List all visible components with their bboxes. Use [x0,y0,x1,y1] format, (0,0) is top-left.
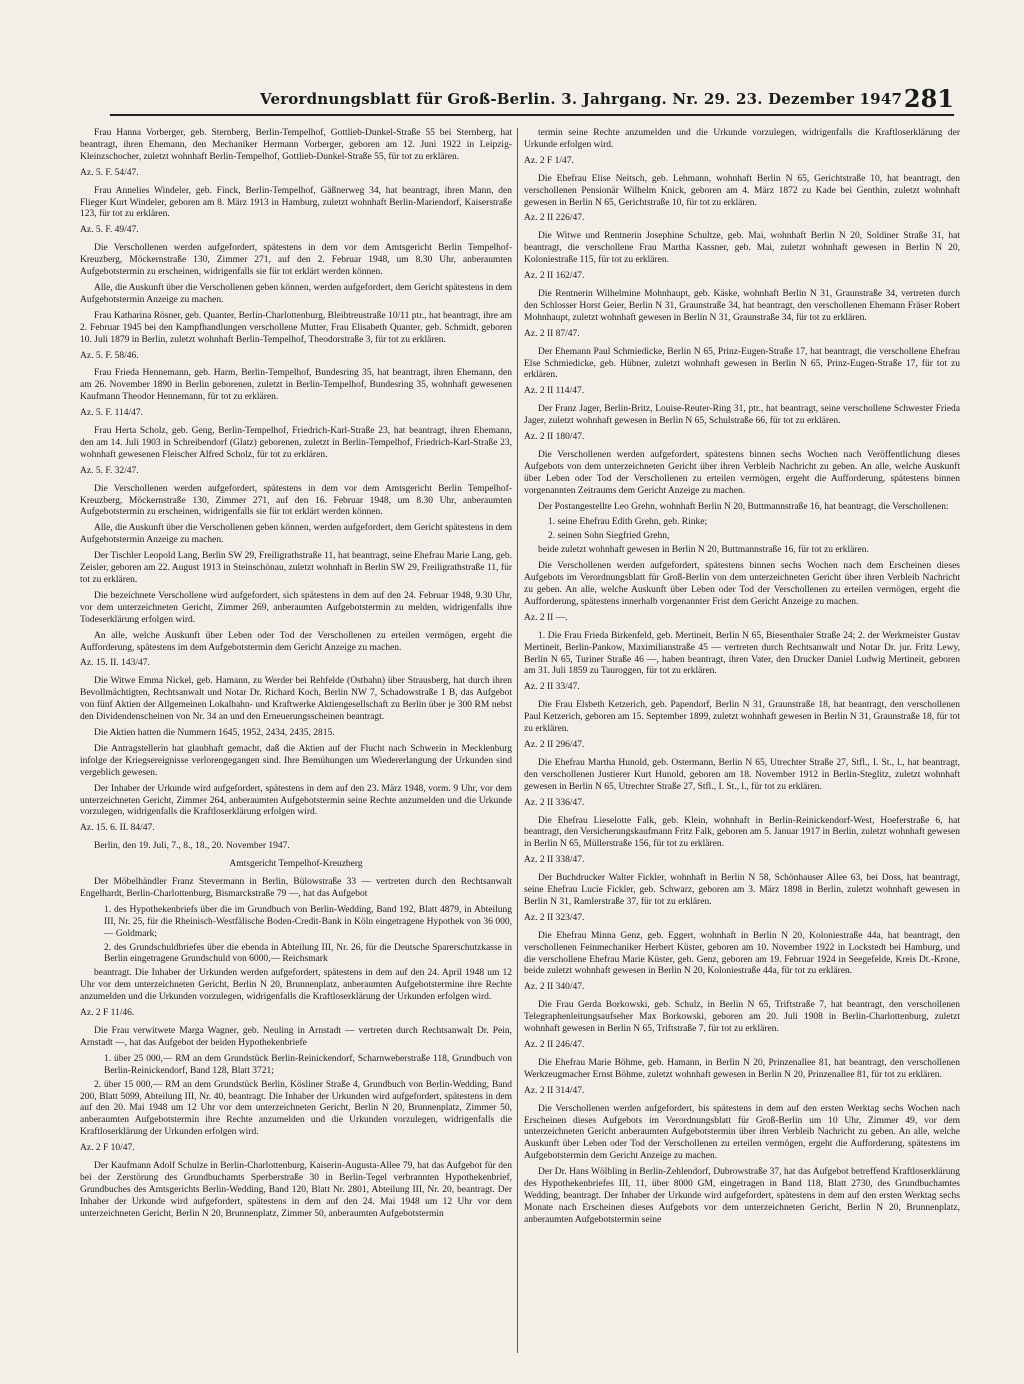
case-reference: Az. 2 II 340/47. [524,982,585,993]
notice-paragraph: Die Frau verwitwete Marga Wagner, geb. Neuling in Arnstadt — vertreten durch Rechtsanwalt Dr. Pein, Arnstadt —, hat das Aufgebot der beiden Hypothekenbriefe [80,1026,512,1048]
notice-paragraph: Der Tischler Leopold Lang, Berlin SW 29, Freiligrathstraße 11, hat beantragt, seine Ehefrau Marie Lang, geb. Zeisler, geboren am 22. August 1913 in Steinschönau, zuletzt wohnhaft in Berlin SW 29, Freiligrathstraße 11, für tot zu erklären. [80,551,512,585]
case-reference: Az. 2 II 114/47. [524,386,585,397]
case-reference: Az. 5. F. 32/47. [80,465,139,476]
notice-paragraph: Amtsgericht Tempelhof-Kreuzberg [229,859,363,870]
case-reference: Az. 2 F 11/46. [80,1008,135,1019]
notice-paragraph: Der Kaufmann Adolf Schulze in Berlin-Charlottenburg, Kaiserin-Augusta-Allee 79, hat das Aufgebot für den bei der Zerstörung des Grundbuchamts Sperberstraße 30 in Berlin-Tegel verbrannten Hypothekenbrief, Grundbuches des Amtsgerichts Berlin-Wedding, Band 120, Blatt Nr. 2801, Abteilung III, Nr. 20, beantragt. Der Inhaber der Urkunde wird aufgefordert, spätestens in dem auf den 24. Mai 1948 um 12 Uhr vor dem unterzeichneten Gericht, Berlin N 20, Brunnenplatz, Zimmer 50, anberaumten Aufgebotstermin [80,1161,512,1219]
notice-paragraph: Die Ehefrau Martha Hunold, geb. Ostermann, Berlin N 65, Utrechter Straße 27, Stfl., I. St., l., hat beantragt, den verschollenen Justierer Kurt Hunold, geboren am 18. November 1912 in Berlin-Steglitz, zuletzt wohnhaft gewesen in Berlin N 65, Utrechter Straße 27, Stfl., I. St., l., für tot zu erklären. [524,757,960,792]
case-reference: Az. 15. 6. II. 84/47. [80,823,155,834]
case-reference: Az. 2 II 314/47. [524,1085,585,1096]
notice-paragraph: Der Dr. Hans Wölbling in Berlin-Zehlendorf, Dubrowstraße 37, hat das Aufgebot betreffend Kraftloserklärung des Hypothekenbriefes III, 11, über 8000 GM, eingetragen in Band 118, Blatt 2730, des Grundbuchamtes Wedding, beantragt. Der Inhaber der Urkunde wird aufgefordert, spätestens in dem auf den ersten Werktag sechs Monate nach Erscheinen dieses Aufgebots vor dem unterzeichneten Gericht, Berlin N 20, Brunnenplatz, anberaumten Aufgebotstermin seine [524,1167,960,1225]
case-reference: Az. 2 II 180/47. [524,432,585,443]
notice-paragraph: Die Witwe Emma Nickel, geb. Hamann, zu Werder bei Rehfelde (Ostbahn) über Strausberg, hat durch ihren Bevollmächtigten, Rechtsanwalt und Notar Dr. Richard Koch, Berlin NW 7, Schadowstraße 1 B, das Aufgebot von fünf Aktien der Allgemeinen Lokalbahn- und Kraftwerke Aktiengesellschaft zu Berlin über je 300 RM nebst den Dividendenscheinen von Nr. 34 an und den Erneuerungsscheinen beantragt. [80,676,512,723]
page-header [110,84,954,116]
notice-paragraph: beantragt. Die Inhaber der Urkunden werden aufgefordert, spätestens in dem auf den 24. April 1948 um 12 Uhr vor dem unterzeichneten Gericht, Berlin N 20, Brunnenplatz, anberaumten Aufgebotstermine ihre Rechte anzumelden und die Urkunden vorzulegen, widrigenfalls die Kraftloserklärung der Urkunden erfolgen wird. [80,968,512,1003]
notice-paragraph: 1. über 25 000,— RM an dem Grundstück Berlin-Reinickendorf, Scharnweberstraße 118, Grundbuch von Berlin-Reinickendorf, Band 128, Blatt 3721; [104,1053,512,1076]
notice-paragraph: Die Verschollenen werden aufgefordert, spätestens in dem vor dem Amtsgericht Berlin Tempelhof-Kreuzberg, Möckernstraße 130, Zimmer 271, auf den 16. Februar 1948, um 8.30 Uhr, anberaumten Aufgebotstermin zu erscheinen, widrigenfalls sie für tot erklärt werden können. [80,483,512,518]
case-reference: Az. 15. II. 143/47. [80,658,150,669]
notice-paragraph: Berlin, den 19. Juli, 7., 8., 18., 20. November 1947. [94,841,290,852]
notice-paragraph: Alle, die Auskunft über die Verschollenen geben können, werden aufgefordert, dem Gericht spätestens in dem Aufgebotstermin Anzeige zu machen. [80,523,512,546]
notice-paragraph: Die Ehefrau Elise Neitsch, geb. Lehmann, wohnhaft Berlin N 65, Gerichtstraße 10, hat beantragt, den verschollenen Pensionär Wilhelm Knick, geboren am 4. März 1872 zu Kade bei Genthin, zuletzt wohnhaft gewesen in Berlin N 65, Gerichtstraße 10, für tot zu erklären. [524,173,960,208]
column-divider [517,128,518,1353]
notice-paragraph: termin seine Rechte anzumelden und die Urkunde vorzulegen, widrigenfalls die Kraftloserklärung der Urkunde erfolgen wird. [524,128,960,150]
page-number: 281 [903,84,954,113]
notice-paragraph: 2. über 15 000,— RM an dem Grundstück Berlin, Kösliner Straße 4, Grundbuch von Berlin-Wedding, Band 200, Blatt 5099, Abteilung III, Nr. 40, beantragt. Die Inhaber der Urkunden wird aufgefordert, spätestens in dem auf den 20. Mai 1948 um 12 Uhr vor dem unterzeichneten Gericht, Berlin N 20, Brunnenplatz, Zimmer 50, anberaumten Aufgebotstermin ihre Rechte anzumelden und die Urkunden vorzulegen, widrigenfalls die Kraftloserklärung der Urkunden erfolgen wird. [80,1079,512,1138]
notice-paragraph: 1. Die Frau Frieda Birkenfeld, geb. Mertineit, Berlin N 65, Biesenthaler Straße 24; 2. der Werkmeister Gustav Mertineit, Berlin-Pankow, Maximilianstraße 45 — vertreten durch Rechtsanwalt und Notar Dr. jur. Fritz Lewy, Berlin N 65, Turiner Straße 46 —, haben beantragt, ihren Vater, den Drucker Daniel Ludwig Mertineit, geboren am 31. Juli 1859 zu Tauroggen, für tot zu erklären. [524,630,960,677]
case-reference: Az. 2 F 10/47. [80,1143,135,1154]
case-reference: Az. 2 II 323/47. [524,912,585,923]
notice-paragraph: Die Frau Gerda Borkowski, geb. Schulz, in Berlin N 65, Triftstraße 7, hat beantragt, den verschollenen Telegraphenleitungsaufseher Max Borkowski, geboren am 20. Juli 1908 in Berlin-Charlottenburg, zuletzt wohnhaft gewesen in Berlin N 65, Triftstraße 7, für tot zu erklären. [524,1000,960,1035]
notice-paragraph: Der Inhaber der Urkunde wird aufgefordert, spätestens in dem auf den 23. März 1948, vorm. 9 Uhr, vor dem unterzeichneten Gericht, Zimmer 264, anberaumten Aufgebotstermin seine Rechte anzumelden und die Urkunde vorzulegen, widrigenfalls die Kraftloserklärung erfolgen wird. [80,783,512,818]
notice-paragraph: Der Buchdrucker Walter Fickler, wohnhaft in Berlin N 58, Schönhauser Allee 63, bei Doss, hat beantragt, seine Ehefrau Lucie Fickler, geb. Schwarz, geboren am 3. März 1898 in Berlin, zuletzt wohnhaft gewesen in Berlin N 31, Ramlerstraße 37, für tot zu erklären. [524,873,960,907]
case-reference: Az. 2 II 87/47. [524,328,580,339]
case-reference: Az. 5. F. 114/47. [80,408,144,419]
notice-paragraph: 2. seinen Sohn Siegfried Grehn, [548,531,670,542]
case-reference: Az. 2 II 246/47. [524,1040,585,1050]
notice-paragraph: Die Frau Elsbeth Ketzerich, geb. Papendorf, Berlin N 31, Graunstraße 18, hat beantragt, den verschollenen Paul Ketzerich, geboren am 15. September 1899, zuletzt wohnhaft gewesen in Berlin N 31, Graunstraße 18, für tot zu erklären. [524,700,960,735]
case-reference: Az. 2 II 226/47. [524,213,585,224]
notice-paragraph: 1. des Hypothekenbriefs über die im Grundbuch von Berlin-Wedding, Band 192, Blatt 4879, in Abteilung III, Nr. 25, für die Rheinisch-Westfälische Boden-Credit-Bank in Köln eingetragene Hypothek von 36 000,— Goldmark; [104,904,512,939]
notice-paragraph: Die Rentnerin Wilhelmine Mohnhaupt, geb. Käske, wohnhaft Berlin N 31, Graunstraße 34, vertreten durch den Schlosser Horst Geier, Berlin N 31, Graunstraße 34, hat beantragt, den verschollenen Ehemann Fräser Robert Mohnhaupt, zuletzt wohnhaft gewesen in Berlin N 31, Graunstraße 34, für tot zu erklären. [524,288,960,323]
left-column [80,128,512,1358]
notice-paragraph: Der Franz Jager, Berlin-Britz, Louise-Reuter-Ring 31, ptr., hat beantragt, seine verschollene Schwester Frieda Jager, zuletzt wohnhaft gewesen in Berlin N 65, Schulstraße 66, für tot zu erklären. [524,404,960,427]
notice-paragraph: Die Ehefrau Marie Böhme, geb. Hamann, in Berlin N 20, Prinzenallee 81, hat beantragt, den verschollenen Werkzeugmacher Ernst Böhme, zuletzt wohnhaft gewesen in Berlin N 20, Prinzenallee 81, für tot zu erklären. [524,1057,960,1080]
notice-paragraph: 1. seine Ehefrau Edith Grehn, geb. Rinke; [548,517,708,528]
notice-paragraph: Die Antragstellerin hat glaubhaft gemacht, daß die Aktien auf der Flucht nach Schwerin in Mecklenburg infolge der Kriegsereignisse verlorengegangen sind. Ihre Bemühungen um Wiedererlangung der Urkunden sind vergeblich gewesen. [80,743,512,778]
case-reference: Az. 5. F. 49/47. [80,225,139,236]
case-reference: Az. 5. F. 54/47. [80,167,139,178]
notice-paragraph: beide zuletzt wohnhaft gewesen in Berlin N 20, Buttmannstraße 16, für tot zu erklären. [538,545,869,556]
notice-paragraph: Die Ehefrau Minna Genz, geb. Eggert, wohnhaft in Berlin N 20, Koloniestraße 44a, hat beantragt, den verschollenen Feinmechaniker Herbert Küster, geboren am 10. November 1922 in Lockstedt bei Hamburg, und die verschollene Ehefrau Marie Küster, geb. Genz, geboren am 19. Februar 1924 in Seegefelde, Kreis Dt.-Krone, beide zuletzt wohnhaft gewesen in Berlin N 20, Koloniestraße 44a, für tot zu erklären. [524,930,960,977]
notice-paragraph: Die Verschollenen werden aufgefordert, spätestens in dem vor dem Amtsgericht Berlin Tempelhof-Kreuzberg, Möckernstraße 130, Zimmer 271, auf den 2. Februar 1948, um 8.30 Uhr, anberaumten Aufgebotstermin zu erscheinen, widrigenfalls sie für tot erklärt werden können. [80,243,512,278]
case-reference: Az. 5. F. 58/46. [80,350,139,361]
notice-paragraph: Frau Hanna Vorberger, geb. Sternberg, Berlin-Tempelhof, Gottlieb-Dunkel-Straße 55 bei Sternberg, hat beantragt, ihren Ehemann, den Mechaniker Hermann Vorberger, geboren am 12. Juni 1922 in Leipzig-Kleinzschocher, zuletzt wohnhaft Berlin-Tempelhof, Gottlieb-Dunkel-Straße 55, für tot zu erklären. [80,128,512,162]
notice-paragraph: Die Witwe und Rentnerin Josephine Schultze, geb. Mai, wohnhaft Berlin N 20, Soldiner Straße 31, hat beantragt, die verschollene Frau Martha Kassner, geb. Mai, zuletzt wohnhaft gewesen in Berlin N 20, Koloniestraße 115, für tot zu erklären. [524,231,960,266]
notice-paragraph: Die Ehefrau Lieselotte Falk, geb. Klein, wohnhaft in Berlin-Reinickendorf-West, Hoeferstraße 6, hat beantragt, den Versicherungskaufmann Fritz Falk, geboren am 5. Januar 1917 in Berlin, zuletzt wohnhaft gewesen in Berlin N 65, Müllerstraße 156, für tot zu erklären. [524,815,960,850]
notice-paragraph: Die bezeichnete Verschollene wird aufgefordert, sich spätestens in dem auf den 24. Februar 1948, 9.30 Uhr, vor dem unterzeichneten Gericht, Zimmer 269, anberaumten Aufgebotstermin zu melden, widrigenfalls ihre Todeserklärung erfolgen wird. [80,590,512,625]
notice-paragraph: Alle, die Auskunft über die Verschollenen geben können, werden aufgefordert, dem Gericht spätestens in dem Aufgebotstermin Anzeige zu machen. [80,282,512,305]
case-reference: Az. 2 II 338/47. [524,855,585,866]
notice-paragraph: An alle, welche Auskunft über Leben oder Tod der Verschollenen zu erteilen vermögen, ergeht die Aufforderung, spätestens im dem Aufgebotstermin dem Gericht Anzeige zu machen. [80,630,512,653]
notice-paragraph: Die Verschollenen werden aufgefordert, bis spätestens in dem auf den ersten Werktag sechs Wochen nach Erscheinen dieses Aufgebots im Verordnungsblatt für Groß-Berlin um 10 Uhr, Zimmer 49, vor dem unterzeichneten Gericht anberaumten Aufgebotstermin über ihren Verbleib Nachricht zu geben. An alle, welche Auskunft über Leben oder Tod der Verschollenen zu erteilen vermögen, ergeht die Aufforderung, spätestens im Aufgebotstermin dem Gericht Anzeige zu machen. [524,1103,960,1162]
notice-paragraph: Frau Annelies Windeler, geb. Finck, Berlin-Tempelhof, Gäßnerweg 34, hat beantragt, ihren Mann, den Flieger Kurt Windeler, geboren am 8. März 1913 in Hamburg, zuletzt wohnhaft Berlin-Mariendorf, Kaiserstraße 123, für tot zu erklären. [80,185,512,220]
case-reference: Az. 2 II —. [524,612,568,623]
notice-paragraph: Frau Katharina Rösner, geb. Quanter, Berlin-Charlottenburg, Bleibtreustraße 10/11 ptr., hat beantragt, ihre am 2. Februar 1945 bei den Kampfhandlungen verschollene Mutter, Frau Elisabeth Quanter, geb. Schmidt, geboren 10. Juli 1879 in Berlin, zuletzt wohnhaft Berlin-Tempelhof, Theodorstraße 3, für tot zu erklären. [80,310,512,345]
case-reference: Az. 2 F 1/47. [524,155,574,166]
case-reference: Az. 2 II 296/47. [524,739,585,750]
notice-paragraph: Frau Herta Scholz, geb. Geng, Berlin-Tempelhof, Friedrich-Karl-Straße 23, hat beantragt, ihren Ehemann, den am 14. Juli 1903 in Schreibendorf (Glatz) geborenen, zuletzt in Berlin-Tempelhof, Friedrich-Karl-Straße 23, wohnhaft gewesenen Fleischer Alfred Scholz, für tot zu erklären. [80,426,512,460]
notice-paragraph: Der Ehemann Paul Schmiedicke, Berlin N 65, Prinz-Eugen-Straße 17, hat beantragt, die verschollene Ehefrau Else Schmiedicke, geb. Hübner, zuletzt wohnhaft gewesen in Berlin N 65, Prinz-Eugen-Straße 17, für tot zu erklären. [524,346,960,381]
gazette-title: Verordnungsblatt für Groß-Berlin. 3. Jahrgang. Nr. 29. 23. Dezember 1947 [260,90,903,108]
notice-paragraph: Die Verschollenen werden aufgefordert, spätestens binnen sechs Wochen nach Veröffentlichung dieses Aufgebots von dem unterzeichneten Gericht über ihren Verbleib Nachricht zu geben. An alle, welche Auskunft über Leben oder Tod der Verschollenen zu erteilen vermögen, ergeht die Aufforderung, spätestens binnen vorgenannten Zeitraums dem Gericht Anzeige zu machen. [524,449,960,496]
notice-paragraph: 2. des Grundschuldbriefes über die ebenda in Abteilung III, Nr. 26, für die Deutsche Sparerschutzkasse in Berlin eingetragene Grundschuld von 6000,— Reichsmark [104,942,512,965]
notice-paragraph: Frau Frieda Hennemann, geb. Harm, Berlin-Tempelhof, Bundesring 35, hat beantragt, ihren Ehemann, den am 26. November 1890 in Berlin geborenen, zuletzt in Berlin-Tempelhof, Bundesring 35, wohnhaft gewesenen Kaufmann Theodor Hennemann, für tot zu erklären. [80,368,512,403]
notice-paragraph: Die Aktien hatten die Nummern 1645, 1952, 2434, 2435, 2815. [94,727,335,738]
right-column [524,128,960,1358]
notice-paragraph: Der Möbelhändler Franz Stevermann in Berlin, Bülowstraße 33 — vertreten durch den Rechtsanwalt Engelhardt, Berlin-Charlottenburg, Bismarckstraße 79 —, hat das Aufgebot [80,877,512,899]
notice-paragraph: Der Postangestellte Leo Grehn, wohnhaft Berlin N 20, Buttmannstraße 16, hat beantragt, die Verschollenen: [538,501,949,512]
case-reference: Az. 2 II 162/47. [524,271,585,282]
case-reference: Az. 2 II 33/47. [524,682,580,693]
case-reference: Az. 2 II 336/47. [524,797,585,808]
notice-paragraph: Die Verschollenen werden aufgefordert, spätestens binnen sechs Wochen nach dem Erscheinen dieses Aufgebots im Verordnungsblatt für Groß-Berlin von dem unterzeichneten Gericht über ihren Verbleib Nachricht zu geben. An alle, welche Auskunft über Leben oder Tod der Verschollenen zu erteilen vermögen, ergeht die Aufforderung, spätestens innerhalb vorgenannter Frist dem Gericht Anzeige zu machen. [524,561,960,607]
